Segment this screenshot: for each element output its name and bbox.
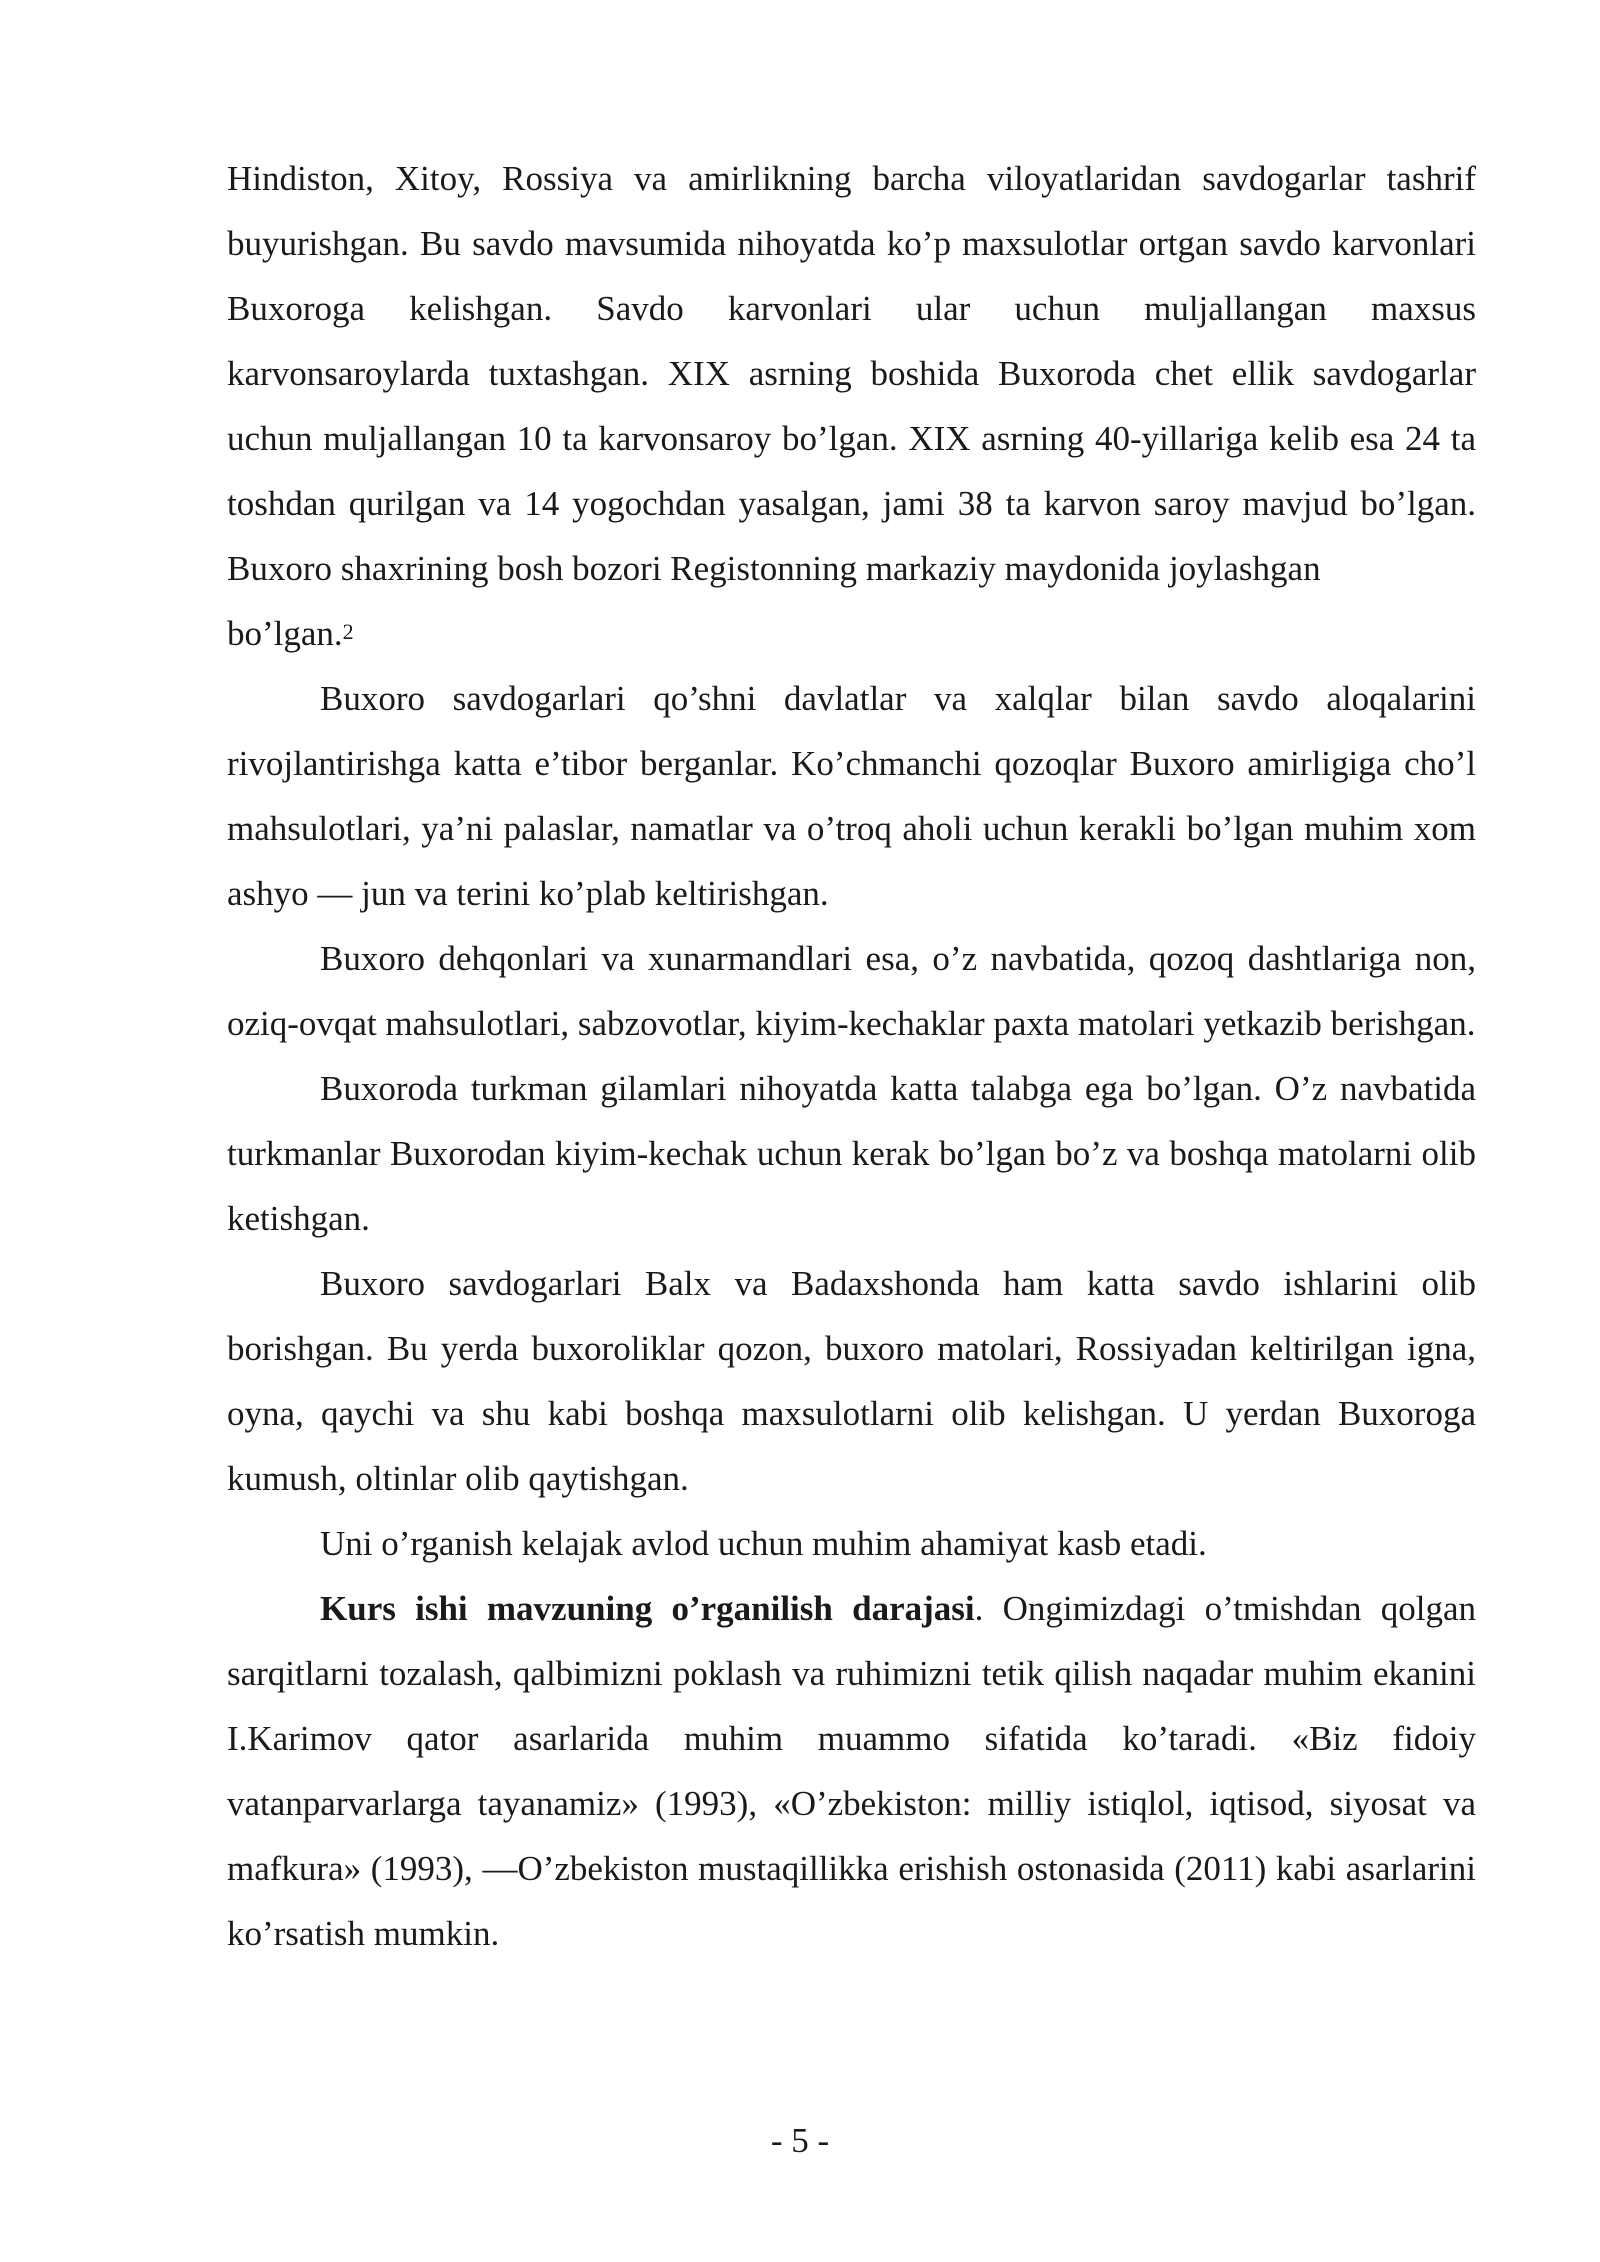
footnote-marker: 2 bbox=[342, 619, 354, 644]
paragraph-5: Buxoro savdogarlari Balx va Badaxshonda ham katta savdo ishlarini olib borishgan. Bu yerda buxoroliklar qozon, buxoro matolari, Rossiyadan keltirilgan igna, oyna, qaychi va shu kabi boshqa maxsulotlarni olib kelishgan. U yerdan Buxoroga kumush, oltinlar olib qaytishgan. bbox=[227, 1264, 1476, 1498]
paragraph-2: Buxoro savdogarlari qo’shni davlatlar va xalqlar bilan savdo aloqalarini rivojlantirishga katta e’tibor berganlar. Ko’chmanchi qozoqlar Buxoro amirligiga cho’l mahsulotlari, ya’ni palaslar, namatlar va o’troq aholi uchun kerakli bo’lgan muhim xom ashyo — jun va terini ko’plab keltirishgan. bbox=[227, 679, 1476, 913]
section-heading: Kurs ishi mavzuning o’rganilish darajasi bbox=[320, 1589, 975, 1628]
paragraph-7 bbox=[227, 1576, 1476, 1966]
paragraph-1-end bbox=[227, 601, 1476, 666]
paragraph-6: Uni o’rganish kelajak avlod uchun muhim ahamiyat kasb etadi. bbox=[320, 1524, 1207, 1563]
body-text bbox=[227, 146, 1476, 1966]
paragraph-3: Buxoro dehqonlari va xunarmandlari esa, o’z navbatida, qozoq dashtlariga non, oziq-ovqat mahsulotlari, sabzovotlar, kiyim-kechaklar paxta matolari yetkazib berishgan. bbox=[227, 939, 1476, 1043]
page-number: - 5 - bbox=[770, 2121, 830, 2160]
paragraph-4: Buxoroda turkman gilamlari nihoyatda katta talabga ega bo’lgan. O’z navbatida turkmanlar Buxorodan kiyim-kechak uchun kerak bo’lgan bo’z va boshqa matolarni olib ketishgan. bbox=[227, 1069, 1476, 1238]
paragraph-7-text: . Ongimizdagi o’tmishdan qolgan sarqitlarni tozalash, qalbimizni poklash va ruhimizni tetik qilish naqadar muhim ekanini I.Karimov qator asarlarida muhim muammo sifatida ko’taradi. «Biz fidoiy vatanparvarlarga tayanamiz» (1993), «O’zbekiston: milliy istiqlol, iqtisod, siyosat va mafkura» (1993), —O’zbekiston mustaqillikka erishish ostonasida (2011) kabi asarlarini ko’rsatish mumkin. bbox=[227, 1589, 1476, 1953]
paragraph-1-end-text: bo’lgan. bbox=[227, 614, 343, 653]
paragraph-1: Hindiston, Xitoy, Rossiya va amirlikning barcha viloyatlaridan savdogarlar tashrif buyurishgan. Bu savdo mavsumida nihoyatda ko’p maxsulotlar ortgan savdo karvonlari Buxoroga kelishgan. Savdo karvonlari ular uchun muljallangan maxsus karvonsaroylarda tuxtashgan. XIX asrning boshida Buxoroda chet ellik savdogarlar uchun muljallangan 10 ta karvonsaroy bo’lgan. XIX asrning 40-yillariga kelib esa 24 ta toshdan qurilgan va 14 yogochdan yasalgan, jami 38 ta karvon saroy mavjud bo’lgan. Buxoro shaxrining bosh bozori Registonning markaziy maydonida joylashgan bbox=[227, 159, 1476, 588]
